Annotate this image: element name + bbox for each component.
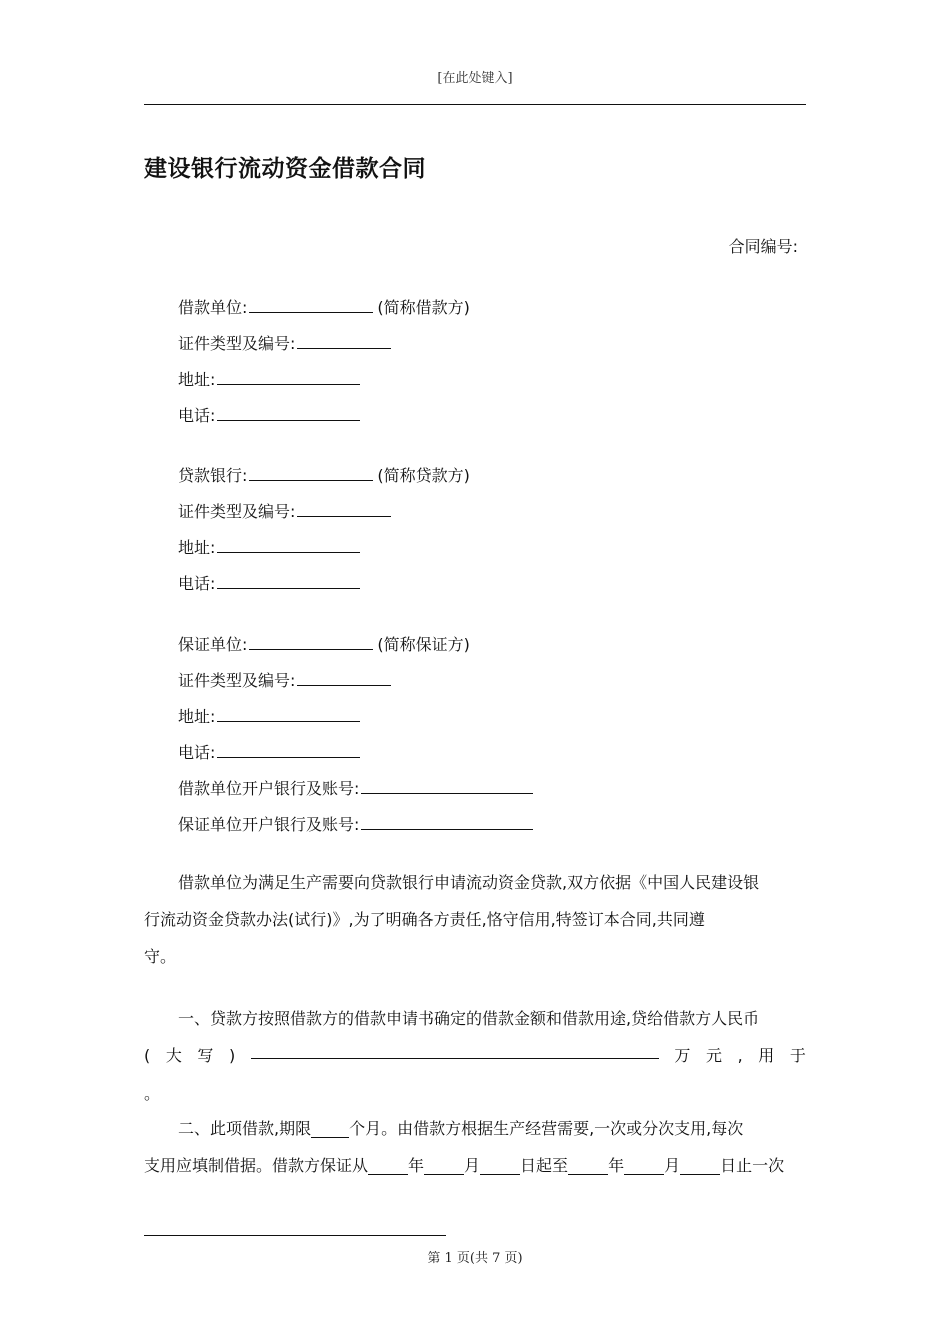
intro-line-2: 行流动资金贷款办法(试行)》,为了明确各方责任,恪守信用,特签订本合同,共同遵 — [144, 910, 705, 929]
footer-divider — [144, 1235, 446, 1236]
year-char-1: 年 — [408, 1156, 425, 1175]
lender-address-blank[interactable] — [217, 534, 360, 553]
clause1-line-3: 。 — [144, 1084, 161, 1103]
guarantor-unit-suffix: (简称保证方) — [377, 635, 470, 654]
borrower-bank-label: 借款单位开户银行及账号: — [178, 779, 360, 798]
borrower-unit-label: 借款单位: — [178, 298, 248, 317]
clause1-line-2 — [144, 1038, 806, 1074]
borrower-unit-suffix: (简称借款方) — [377, 298, 470, 317]
lender-unit-row — [178, 462, 470, 486]
month-char-2: 月 — [664, 1156, 681, 1175]
borrower-bank-blank[interactable] — [361, 775, 533, 794]
borrower-id-blank[interactable] — [297, 330, 391, 349]
lender-phone-blank[interactable] — [217, 570, 360, 589]
contract-number-label: 合同编号: — [728, 237, 798, 256]
start-day-suffix: 日起至 — [520, 1156, 569, 1175]
borrower-unit-row — [178, 294, 470, 318]
lender-unit-blank[interactable] — [249, 462, 373, 481]
intro-line-1: 借款单位为满足生产需要向贷款银行申请流动资金贷款,双方依据《中国人民建设银 — [178, 873, 760, 892]
guarantor-address-label: 地址: — [178, 707, 216, 726]
lender-unit-label: 贷款银行: — [178, 466, 248, 485]
paren-close: ) — [229, 1046, 236, 1065]
guarantor-unit-label: 保证单位: — [178, 635, 248, 654]
lender-phone-row — [178, 570, 364, 594]
borrower-id-row — [178, 330, 395, 354]
daxie-char-1: 大 — [165, 1046, 182, 1065]
lender-id-blank[interactable] — [297, 498, 391, 517]
end-year-blank[interactable] — [568, 1154, 608, 1175]
borrower-bank-row — [178, 775, 537, 799]
borrower-address-blank[interactable] — [217, 366, 360, 385]
clause2-line-1 — [178, 1111, 743, 1147]
page-header: [在此处键入] — [437, 71, 513, 86]
yong-char: 用 — [758, 1046, 775, 1065]
yu-char: 于 — [789, 1046, 806, 1065]
lender-unit-suffix: (简称贷款方) — [377, 466, 470, 485]
header-divider — [144, 104, 806, 105]
clause2-line-2 — [144, 1148, 784, 1184]
end-day-blank[interactable] — [680, 1154, 720, 1175]
daxie-char-2: 写 — [197, 1046, 214, 1065]
guarantor-id-blank[interactable] — [297, 667, 391, 686]
yuan-char: 元 — [706, 1046, 723, 1065]
guarantor-id-row — [178, 667, 395, 691]
comma-char: , — [737, 1046, 743, 1065]
year-char-2: 年 — [608, 1156, 625, 1175]
borrower-phone-label: 电话: — [178, 406, 216, 425]
term-months-blank[interactable] — [311, 1117, 349, 1138]
borrower-address-label: 地址: — [178, 370, 216, 389]
document-title: 建设银行流动资金借款合同 — [144, 156, 426, 182]
guarantor-bank-row — [178, 811, 537, 835]
start-month-blank[interactable] — [424, 1154, 464, 1175]
borrower-address-row — [178, 366, 364, 390]
guarantor-phone-blank[interactable] — [217, 739, 360, 758]
start-day-blank[interactable] — [480, 1154, 520, 1175]
borrower-phone-blank[interactable] — [217, 402, 360, 421]
page-number: 第 1 页(共 7 页) — [427, 1251, 523, 1266]
guarantor-unit-row — [178, 631, 470, 655]
lender-phone-label: 电话: — [178, 574, 216, 593]
intro-line-3: 守。 — [144, 947, 177, 966]
guarantor-id-label: 证件类型及编号: — [178, 671, 296, 690]
guarantor-phone-label: 电话: — [178, 743, 216, 762]
month-char-1: 月 — [464, 1156, 481, 1175]
guarantor-bank-blank[interactable] — [361, 811, 533, 830]
amount-blank[interactable] — [251, 1038, 659, 1059]
clause2-line2-start: 支用应填制借据。借款方保证从 — [144, 1156, 369, 1175]
end-day-suffix: 日止一次 — [720, 1156, 785, 1175]
lender-address-row — [178, 534, 364, 558]
clause2-part-2: 个月。由借款方根据生产经营需要,一次或分次支用,每次 — [349, 1119, 744, 1138]
guarantor-bank-label: 保证单位开户银行及账号: — [178, 815, 360, 834]
clause2-part-1: 二、此项借款,期限 — [178, 1119, 312, 1138]
guarantor-address-row — [178, 703, 364, 727]
borrower-phone-row — [178, 402, 364, 426]
clause1-line-1: 一、贷款方按照借款方的借款申请书确定的借款金额和借款用途,贷给借款方人民币 — [178, 1009, 760, 1028]
guarantor-address-blank[interactable] — [217, 703, 360, 722]
borrower-id-label: 证件类型及编号: — [178, 334, 296, 353]
lender-address-label: 地址: — [178, 538, 216, 557]
lender-id-label: 证件类型及编号: — [178, 502, 296, 521]
start-year-blank[interactable] — [368, 1154, 408, 1175]
wan-char: 万 — [674, 1046, 691, 1065]
paren-open: ( — [144, 1046, 151, 1065]
lender-id-row — [178, 498, 395, 522]
guarantor-phone-row — [178, 739, 364, 763]
end-month-blank[interactable] — [624, 1154, 664, 1175]
guarantor-unit-blank[interactable] — [249, 631, 373, 650]
borrower-unit-blank[interactable] — [249, 294, 373, 313]
